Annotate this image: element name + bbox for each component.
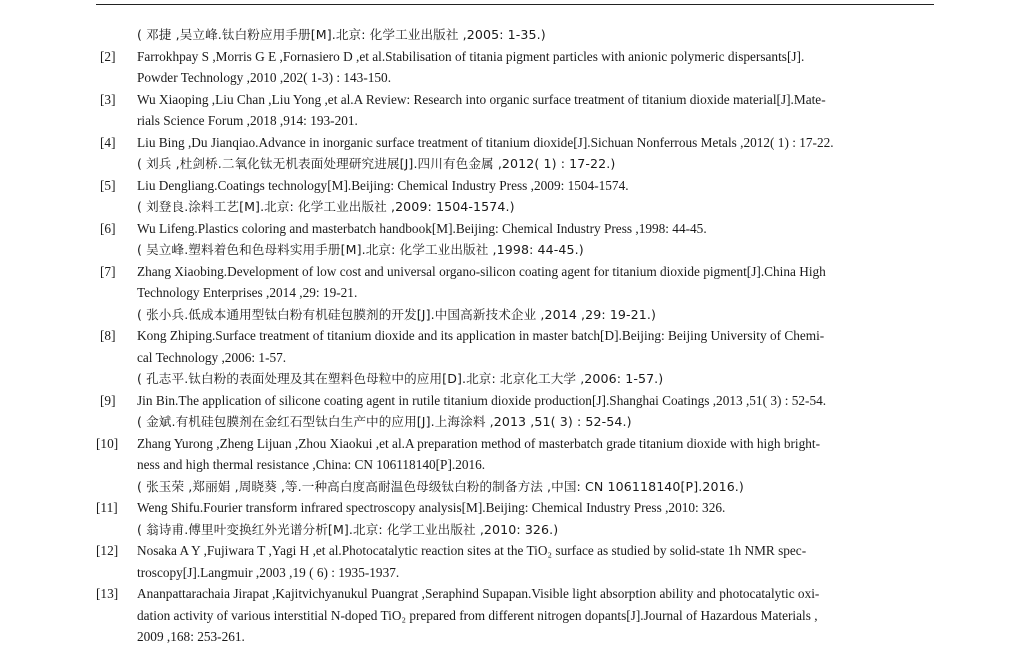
reference-text-line: 2009 ,168: 253-261.	[137, 629, 245, 644]
reference-chinese-translation: ( 张玉荣 ,郑丽娟 ,周晓葵 ,等.一种高白度高耐温色母级钛白粉的制备方法 ,中国: CN 106118140[P].2016.)	[137, 478, 744, 494]
reference-number: [5]	[100, 177, 116, 193]
reference-text-line: Ananpattarachaia Jirapat ,Kajitvichyanukul Puangrat ,Seraphind Supapan.Visible light absorption ability and photocatalytic oxi-	[137, 586, 820, 601]
reference-chinese-translation: ( 吴立峰.塑料着色和色母料实用手册[M].北京: 化学工业出版社 ,1998: 44-45.)	[137, 242, 584, 257]
reference-text-line: Powder Technology ,2010 ,202( 1-3) : 143-150.	[137, 70, 392, 85]
reference-number: [3]	[100, 91, 116, 107]
reference-text-line: cal Technology ,2006: 1-57.	[137, 349, 287, 365]
reference-text-line: Wu Lifeng.Plastics coloring and masterbatch handbook[M].Beijing: Chemical Industry Press ,1998: 44-45.	[137, 220, 707, 236]
reference-chinese-translation: ( 金斌.有机硅包膜剂在金红石型钛白生产中的应用[J].上海涂料 ,2013 ,51( 3) : 52-54.)	[137, 414, 632, 429]
reference-item	[96, 583, 936, 648]
reference-text-line: dation activity of various interstitial N-doped TiO₂ prepared from different nitrogen dopants[J].Journal of Hazardous Materials ,	[137, 607, 818, 623]
reference-text-line: Kong Zhiping.Surface treatment of titanium dioxide and its application in master batch[D].Beijing: Beijing University of Chemi-	[137, 328, 825, 343]
reference-text-line: Wu Xiaoping ,Liu Chan ,Liu Yong ,et al.A Review: Research into organic surface treatment of titanium dioxide material[J].Mate-	[137, 91, 826, 107]
reference-number: [6]	[100, 220, 116, 236]
reference-text-line: Weng Shifu.Fourier transform infrared spectroscopy analysis[M].Beijing: Chemical Industry Press ,2010: 326.	[137, 500, 726, 515]
reference-chinese-translation: ( 翁诗甫.傅里叶变换红外光谱分析[M].北京: 化学工业出版社 ,2010: 326.)	[137, 521, 559, 537]
reference-item	[96, 132, 936, 175]
reference-text-line: Nosaka A Y ,Fujiwara T ,Yagi H ,et al.Photocatalytic reaction sites at the TiO₂ surface as studied by solid-state 1h NMR spec-	[137, 543, 807, 558]
reference-text-line: Zhang Xiaobing.Development of low cost and universal organo-silicon coating agent for titanium dioxide pigment[J].China High	[137, 263, 826, 279]
reference-text-line: Zhang Yurong ,Zheng Lijuan ,Zhou Xiaokui ,et al.A preparation method of masterbatch grade titanium dioxide with high bright-	[137, 435, 821, 451]
reference-chinese-translation: ( 张小兵.低成本通用型钛白粉有机硅包膜剂的开发[J].中国高新技术企业 ,2014 ,29: 19-21.)	[137, 306, 657, 322]
reference-text-line: Farrokhpay S ,Morris G E ,Fornasiero D ,et al.Stabilisation of titania pigment particles with anionic polymeric dispersants[J].	[137, 48, 805, 64]
reference-list	[96, 24, 936, 648]
reference-item	[96, 390, 936, 433]
reference-text-line: Technology Enterprises ,2014 ,29: 19-21.	[137, 285, 358, 300]
reference-number: [12]	[96, 543, 119, 558]
reference-text-line: Liu Bing ,Du Jianqiao.Advance in inorganic surface treatment of titanium dioxide[J].Sichuan Nonferrous Metals ,2012( 1) : 17-22.	[137, 134, 834, 150]
reference-chinese-translation: ( 刘兵 ,杜剑桥.二氧化钛无机表面处理研究进展[J].四川有色金属 ,2012( 1) : 17-22.)	[137, 156, 616, 171]
reference-number: [9]	[100, 392, 116, 408]
reference-text-line: ness and high thermal resistance ,China: CN 106118140[P].2016.	[137, 457, 486, 472]
reference-chinese-translation: ( 邓捷 ,吴立峰.钛白粉应用手册[M].北京: 化学工业出版社 ,2005: 1-35.)	[137, 27, 546, 42]
reference-item	[96, 261, 936, 326]
reference-item	[96, 46, 936, 89]
reference-text-line: troscopy[J].Langmuir ,2003 ,19 ( 6) : 1935-1937.	[137, 564, 400, 580]
reference-text-line: rials Science Forum ,2018 ,914: 193-201.	[137, 113, 358, 128]
reference-number: [4]	[100, 134, 116, 150]
reference-chinese-translation: ( 刘登良.涂料工艺[M].北京: 化学工业出版社 ,2009: 1504-1574.)	[137, 199, 515, 214]
reference-item	[96, 433, 936, 498]
reference-item	[96, 24, 936, 46]
reference-item	[96, 218, 936, 261]
reference-text-line: Jin Bin.The application of silicone coating agent in rutile titanium dioxide production[J].Shanghai Coatings ,2013 ,51( 3) : 52-54.	[137, 392, 827, 408]
reference-item	[96, 540, 936, 583]
reference-number: [7]	[100, 263, 116, 279]
reference-number: [2]	[100, 48, 116, 64]
reference-number: [10]	[96, 435, 119, 451]
reference-item	[96, 325, 936, 390]
reference-number: [11]	[96, 500, 118, 515]
reference-item	[96, 175, 936, 218]
reference-item	[96, 497, 936, 540]
reference-chinese-translation: ( 孔志平.钛白粉的表面处理及其在塑料色母粒中的应用[D].北京: 北京化工大学 ,2006: 1-57.)	[137, 371, 664, 386]
top-rule	[96, 4, 934, 5]
reference-number: [8]	[100, 328, 116, 343]
reference-number: [13]	[96, 586, 119, 601]
reference-text-line: Liu Dengliang.Coatings technology[M].Beijing: Chemical Industry Press ,2009: 1504-1574.	[137, 177, 629, 193]
reference-item	[96, 89, 936, 132]
